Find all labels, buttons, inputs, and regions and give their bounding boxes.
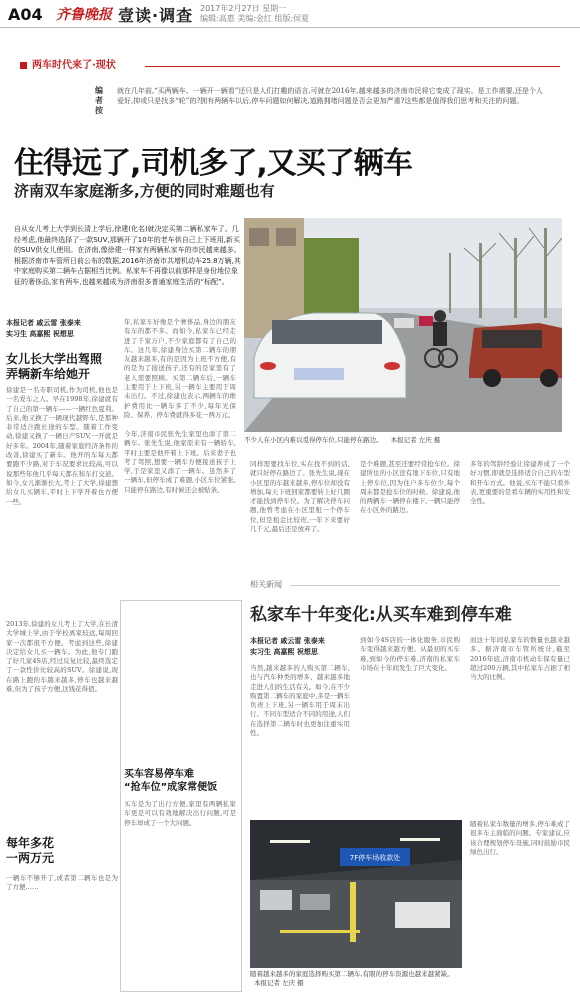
story1-column4: 年,私家车好像是个奢侈品,身边的朋友有车的都不多。而如今,私家车已经走进了千家万户,不少家庭都有了自己的车。这几年,徐建身边买第二辆车的朋友越来越多,有的是因为上班不方便,有的是为了接送孩子,还有的是家里有了老人需要照顾。买第二辆车后,一辆车主要用于上下班,另一辆车主要用于周末出行。不过,徐建也表示,两辆车的维护费用比一辆车多了不少,每年光保险、保养、停车费就得多花一两万元。 bbox=[124, 318, 236, 419]
editor-note-text: 就在几年前,“买两辆车、一辆开一辆看”还只是人们打趣的语言,可就在2016年,越来越多的济南市民将它变成了现实。是工作需要,还是个人爱好,抑或只是找多“轮”的?拥有两辆车以后,停车问题如何解决,道路拥堵问题是否会更加严重?这些都是值得我们思考和关注的问题。 bbox=[117, 87, 543, 105]
photo1-credit: 本报记者 左庆 摄 bbox=[390, 436, 441, 444]
story1-byline-interns: 实习生 高嘉熙 祝想思 bbox=[6, 330, 74, 338]
editor-note-label: 编者按 bbox=[95, 86, 103, 115]
photo1-caption-text: 不少人在小区内难以觅得停车位,只能停在路边。 bbox=[244, 436, 383, 444]
story2-byline-interns: 实习生 高嘉熙 祝想思 bbox=[250, 648, 318, 656]
parking-garage-illustration bbox=[250, 820, 462, 968]
story2-column1: 当然,越来越多的人购买第二辆车,也与汽车种类的增多、越来越多地走进人们的生活有关。如今,在不少购置第二辆车的家庭中,多是一辆车负责上下班,另一辆车用于周末出行。不同车型适合不同的用途,人们在选择第二辆车时也更加注重实用性。 bbox=[250, 664, 350, 738]
rubric-rule bbox=[145, 66, 560, 67]
sidebar-text: 买车是为了出行方便,家里有两辆私家车更是可以有效地解决出行问题,可是停车却成了一个大问题。 bbox=[124, 800, 236, 827]
story1-column1: 徐建是一名专职司机,作为司机,他也是一名爱车之人。早在1998年,徐建就有了自己的第一辆车——一辆红色夏利。后来,他又换了一辆现代越野车,是那种非常适合跑长途的车型。随着工作变动,徐建又换了一辆日产SUV,一开就是好多年。2004年,随着家庭经济条件的改善,徐建买了新车。他开的车每天都要跑不少路,对于车况要求比较高,可以说那些年他几乎每天都在和车打交道。如今,女儿渐渐长大,考上了大学,徐建想给女儿买辆车,平时上下学开着也方便一些。 bbox=[6, 386, 118, 506]
story1-column6: 同样需要找车位,实在找不到的话,就只好停在路边了。张先生说,现在小区里的车越来越多,停车位却没有增加,每天下班回家都要转上好几圈才能找到停车位。为了解决停车问题,他曾考虑在小区里租一个停车位,但是租金比较贵,一年下来要好几千元,最后还是放弃了。 bbox=[250, 460, 350, 534]
story1-subhead2: 每年多花 一两万元 bbox=[6, 836, 55, 865]
sidebar-subhead: 买车容易停车难 “抢车位”成家常便饭 bbox=[124, 769, 218, 793]
lead-paragraph: 自从女儿考上大学到长清上学后,徐建(化名)就决定买第二辆私家车了。几经考虑,他最终选择了一款SUV,那辆开了10年的老车供自己上下班用,新买的SUV供女儿使用。在济南,像徐建一样家有两辆私家车的市民越来越多。根据济南市车管所日前公布的数据,2016年济南市共增机动车25.8万辆,其中家庭购买第二辆车占据相当比例。私家车不再像以前那样是身份地位象征的奢侈品,家有两车,也越来越成为济南很多普通家庭生活的“标配”。 bbox=[14, 225, 241, 286]
photo2-credit: 本报记者 左庆 摄 bbox=[254, 979, 304, 987]
rubric-label: 两车时代来了·现状 bbox=[32, 60, 116, 71]
photo1-caption bbox=[244, 436, 562, 445]
headline: 住得远了,司机多了,又买了辆车 bbox=[14, 146, 412, 181]
masthead bbox=[0, 0, 580, 28]
section-title: 壹读·调查 bbox=[118, 6, 194, 25]
rubric-marker bbox=[20, 62, 27, 69]
story1-column2: 2013年,徐建的女儿考上了大学,在长清大学城上学,由于学校离家较远,每周回家一次都很不方便。考虑到这些,徐建决定给女儿买一辆车。为此,他专门跑了好几家4S店,经过反复比较,最终选定了一款性价比较高的SUV。徐建说,现在路上跑的车越来越多,停车也越来越难,但为了孩子方便,这钱花得值。 bbox=[6, 620, 118, 694]
story1-column5: 今年,济南市民张先生家里也添了第二辆车。张先生说,他家原来有一辆轿车,平时主要是他开着上下班。后来妻子也考了驾照,想要一辆车方便接送孩子上学,于是家里又添了一辆车。虽然多了一辆车,但停车成了难题,小区车位紧张,只能停在路边,有时候还会被贴条。 bbox=[124, 430, 236, 494]
photo2-caption bbox=[250, 970, 462, 988]
story1-column8: 多年的驾龄经验让徐建养成了一个好习惯,即就是选择适合自己的车型和开车方式。他说,买车不能只看外表,更重要的是看车辆的实用性和安全性。 bbox=[470, 460, 570, 506]
editors: 编辑:高惠 美编:金红 组版:侯夏 bbox=[200, 14, 310, 23]
story2-column4: 随着私家车数量的增多,停车难成了很多车主面临的问题。专家建议,应该合理规划停车设施,同时鼓励市民绿色出行。 bbox=[470, 820, 570, 856]
story1-column7: 是个难题,甚至还要经常抢车位。徐建所住的小区没有地下车位,只有地上停车位,因为住户多车位少,每个周末都是抢车位的时候。徐建说,他的两辆车一辆停在楼下,一辆只能停在小区外的路边。 bbox=[360, 460, 460, 515]
rubric bbox=[20, 60, 560, 72]
paper-name: 齐鲁晚报 bbox=[56, 7, 112, 23]
dateline bbox=[200, 4, 309, 24]
garage-sign: 7F停车场收款处 bbox=[349, 854, 401, 862]
related-news-text: 相关新闻 bbox=[250, 580, 282, 589]
story2-column3: 而这十年间私家车的数量也越来越多。据济南市车管所统计,截至2016年底,济南市机动车保有量已超过200万辆,其中私家车占据了相当大的比例。 bbox=[470, 636, 570, 682]
editor-note bbox=[95, 86, 545, 122]
related-news-label bbox=[250, 578, 560, 592]
street-scene-illustration bbox=[244, 218, 562, 432]
story1-column3: 一辆车不够开了,或者第二辆车也是为了方便…… bbox=[6, 874, 118, 892]
subheadline: 济南双车家庭渐多,方便的同时难题也有 bbox=[14, 182, 275, 200]
photo2-caption-text: 随着越来越多的家庭选择购买第二辆车,有限的停车资源也越来越紧缺。 bbox=[250, 970, 454, 978]
story2-column2: 到如今4S店的一体化服务,市民购车变得越来越方便。从最初的买车难,到如今的停车难,济南的私家车市场在十年间发生了巨大变化。 bbox=[360, 636, 460, 672]
story1-byline bbox=[6, 318, 116, 340]
story2-byline-reporters: 本报记者 戚云雷 张泰来 bbox=[250, 637, 325, 645]
story1-byline-reporters: 本报记者 戚云雷 张泰来 bbox=[6, 319, 81, 327]
story1-subhead: 女儿长大学出驾照 弄辆新车给她开 bbox=[6, 352, 103, 381]
street-parking-photo bbox=[244, 218, 562, 432]
related-news-rule bbox=[290, 585, 560, 586]
story2-headline: 私家车十年变化:从买车难到停车难 bbox=[250, 605, 512, 625]
page-number: A04 bbox=[8, 5, 43, 24]
story2-byline bbox=[250, 636, 370, 658]
date: 2017年2月27日 星期一 bbox=[200, 4, 287, 13]
parking-garage-photo bbox=[250, 820, 462, 968]
